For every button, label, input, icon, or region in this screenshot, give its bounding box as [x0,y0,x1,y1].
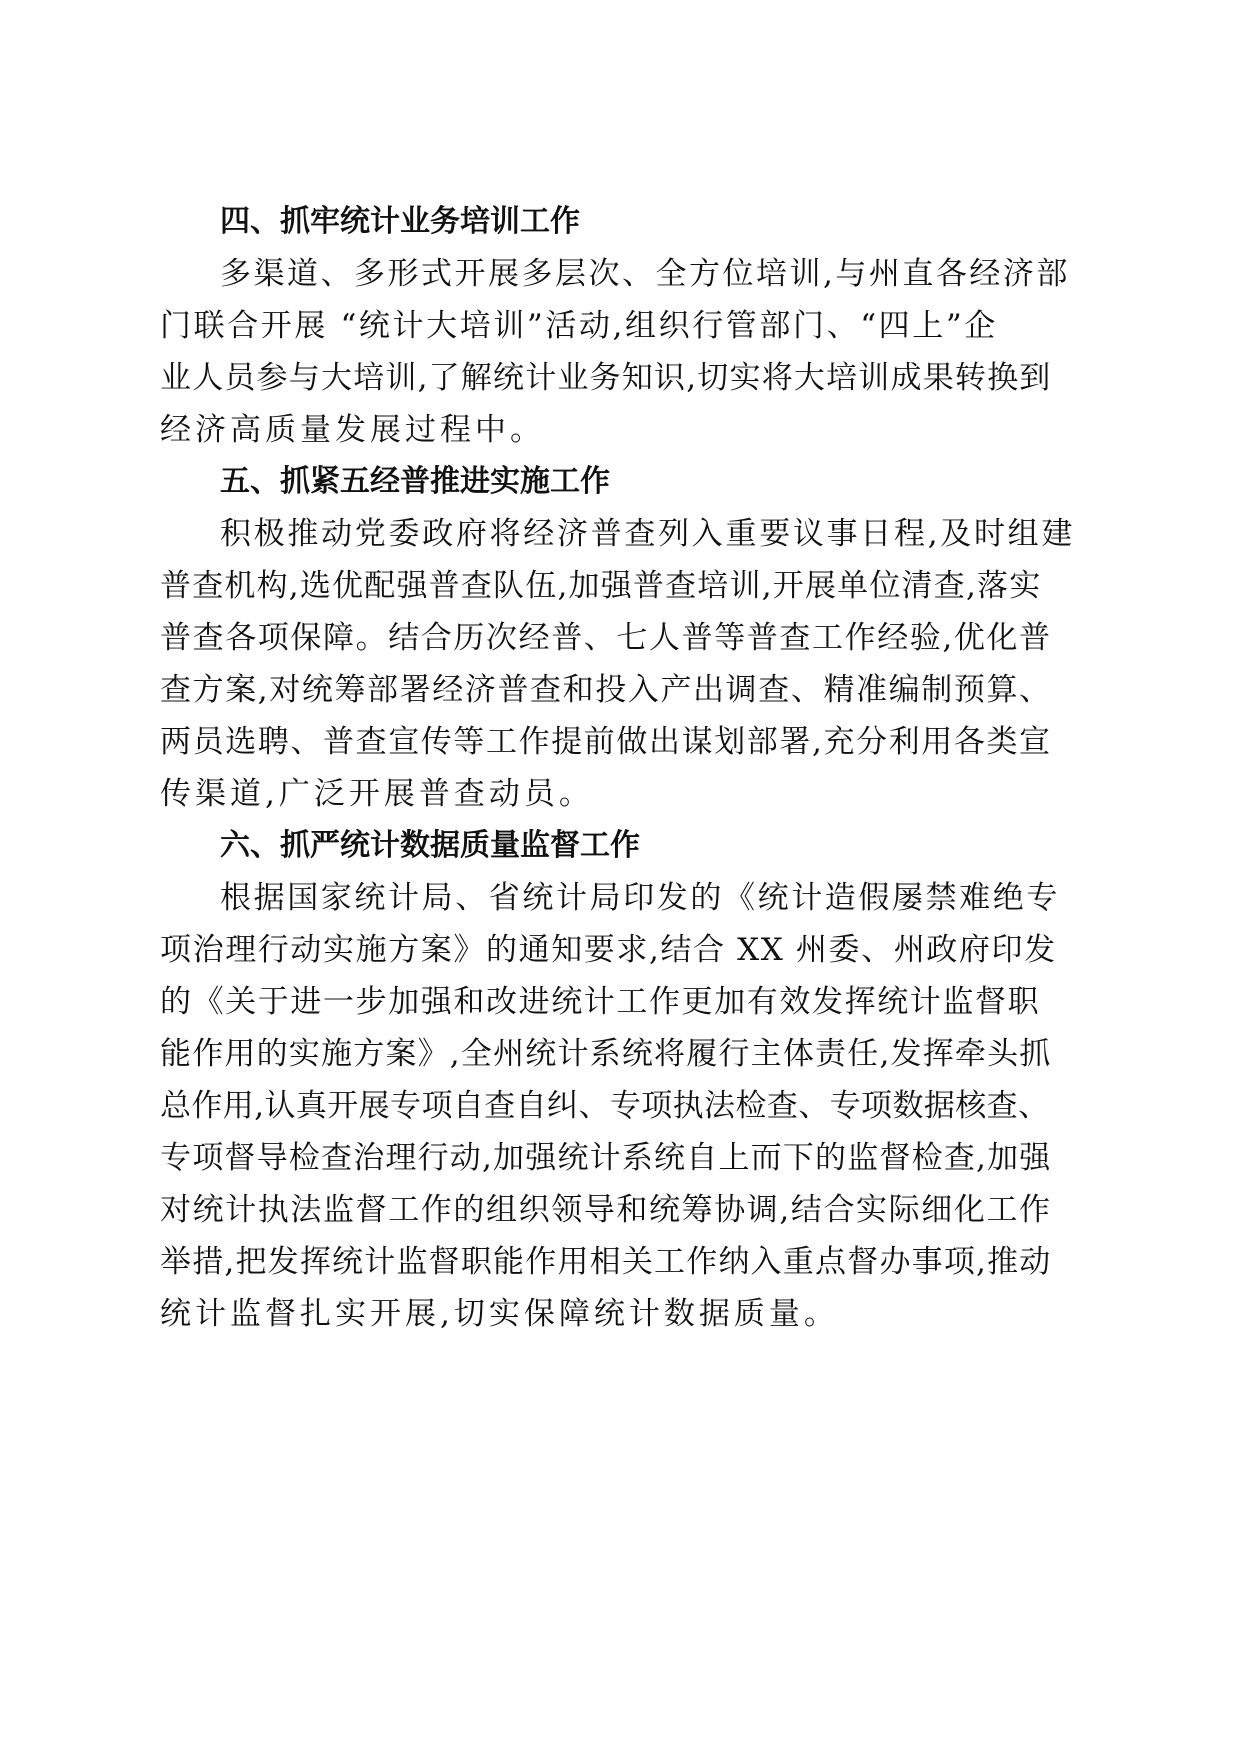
paragraph-line: 项治理行动实施方案》的通知要求,结合 XX 州委、州政府印发 [160,932,1057,968]
document-body [160,196,1080,1340]
paragraph-line: 查方案,对统筹部署经济普查和投入产出调查、精准编制预算、 [160,672,1052,708]
paragraph-line: 专项督导检查治理行动,加强统计系统自上而下的监督检查,加强 [160,1140,1052,1176]
paragraph-line: 的《关于进一步加强和改进统计工作更加有效发挥统计监督职 [160,984,1041,1020]
paragraph-line: 普查各项保障。结合历次经普、七人普等普查工作经验,优化普 [160,620,1052,656]
paragraph-line: 普查机构,选优配强普查队伍,加强普查培训,开展单位清查,落实 [160,568,1042,604]
paragraph-line: 两员选聘、普查宣传等工作提前做出谋划部署,充分利用各类宣 [160,724,1052,760]
paragraph-line: 传渠道,广泛开展普查动员。 [160,776,594,812]
paragraph-line: 统计监督扎实开展,切实保障统计数据质量。 [160,1296,839,1332]
paragraph-line: 对统计执法监督工作的组织领导和统筹协调,结合实际细化工作 [160,1192,1052,1228]
paragraph-line: 能作用的实施方案》,全州统计系统将履行主体责任,发挥牵头抓 [160,1036,1052,1072]
section-heading: 六、抓严统计数据质量监督工作 [220,828,640,863]
section-economic-census [160,456,1080,820]
paragraph-line: 积极推动党委政府将经济普查列入重要议事日程,及时组建 [220,516,1076,552]
section-heading: 五、抓紧五经普推进实施工作 [220,464,610,499]
paragraph-line: 门联合开展 “统计大培训”活动,组织行管部门、“四上”企 [160,308,998,344]
section-data-quality [160,820,1080,1340]
paragraph-line: 业人员参与大培训,了解统计业务知识,切实将大培训成果转换到 [160,360,1052,396]
paragraph-line: 举措,把发挥统计监督职能作用相关工作纳入重点督办事项,推动 [160,1244,1052,1280]
section-training [160,196,1080,456]
paragraph-line: 总作用,认真开展专项自查自纠、专项执法检查、专项数据核查、 [160,1088,1050,1124]
paragraph-line: 经济高质量发展过程中。 [160,412,545,448]
paragraph-line: 根据国家统计局、省统计局印发的《统计造假屡禁难绝专 [220,880,1060,916]
section-heading: 四、抓牢统计业务培训工作 [220,204,580,239]
paragraph-line: 多渠道、多形式开展多层次、全方位培训,与州直各经济部 [220,256,1070,292]
